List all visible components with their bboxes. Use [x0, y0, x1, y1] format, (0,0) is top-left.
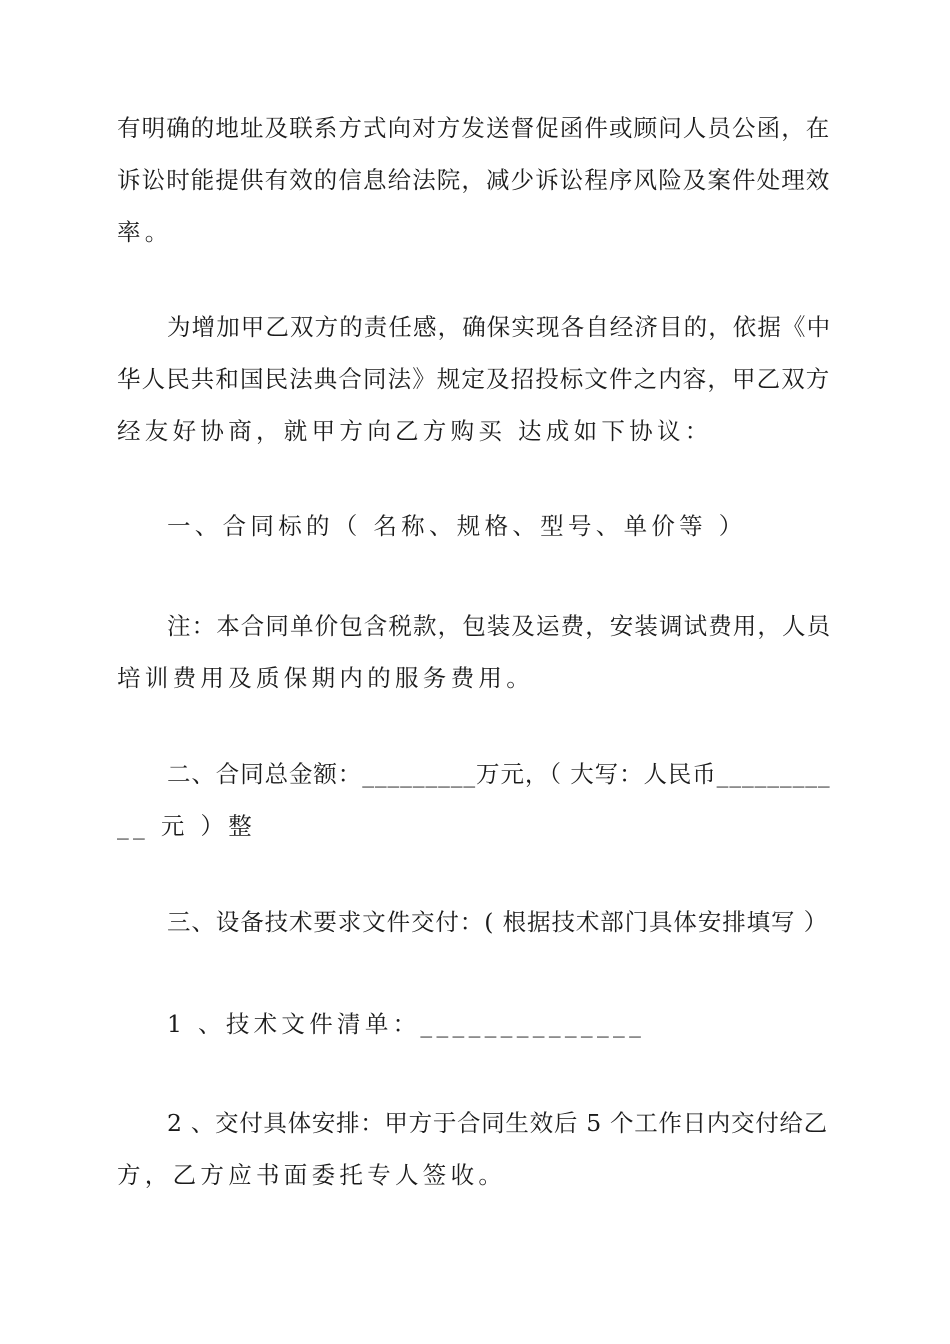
- section-heading-contract-subject: [117, 500, 833, 552]
- text-line: 为增加甲乙双方的责任感，确保实现各自经济目的，依据《中: [167, 313, 832, 341]
- text-line: 诉讼时能提供有效的信息给法院，减少诉讼程序风险及案件处理效: [117, 166, 831, 194]
- text-line: 华人民共和国民法典合同法》规定及招投标文件之内容，甲乙双方: [117, 365, 831, 393]
- text-line: 二、合同总金额：_________万元，（ 大写：人民币_________: [167, 760, 831, 788]
- text-line: 率。: [117, 218, 173, 246]
- item-technical-doc-list: [117, 998, 833, 1050]
- text-line: 2 、交付具体安排：甲方于合同生效后 5 个工作日内交付给乙: [167, 1109, 828, 1137]
- section-heading-technical-docs: [117, 896, 833, 948]
- text-line: 经友好协商，就甲方向乙方购买 达成如下协议：: [117, 417, 713, 445]
- text-line: __ 元 ）整: [117, 812, 257, 840]
- text-line: 方，乙方应书面委托专人签收。: [117, 1161, 507, 1189]
- text-line: 1 、技术文件清单：______________: [167, 1010, 646, 1038]
- text-line: 一、合同标的（ 名称、规格、型号、单价等 ）: [167, 512, 747, 540]
- text-line: 三、设备技术要求文件交付：( 根据技术部门具体安排填写 ）: [167, 908, 829, 936]
- text-line: 注：本合同单价包含税款，包装及运费，安装调试费用，人员: [167, 612, 832, 640]
- text-line: 有明确的地址及联系方式向对方发送督促函件或顾问人员公函，在: [117, 114, 831, 142]
- text-line: 培训费用及质保期内的服务费用。: [117, 664, 534, 692]
- section-contract-total-amount: [117, 748, 833, 852]
- paragraph-preamble: [117, 301, 833, 457]
- paragraph-price-note: [117, 600, 833, 704]
- item-delivery-arrangement: [117, 1097, 833, 1201]
- paragraph-contact-notice: [117, 102, 833, 258]
